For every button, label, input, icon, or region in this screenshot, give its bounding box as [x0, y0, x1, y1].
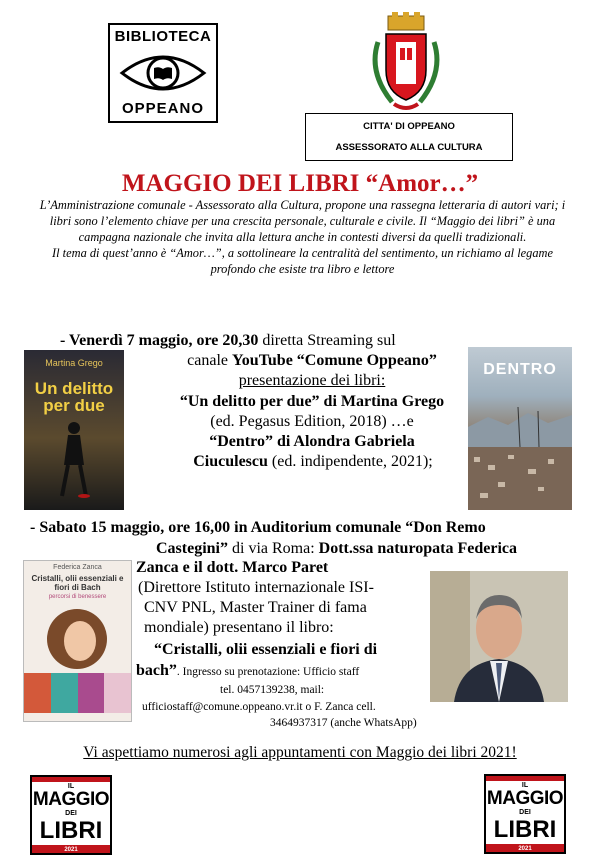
event2-booking: . Ingresso su prenotazione: Ufficio staff [176, 666, 360, 678]
intro-paragraph-2: Il tema di quest’anno è “Amor…”, a sottolineare la centralità del sentimento, un richiamo al legame profondo che esiste tra libro e lettore [52, 246, 553, 276]
event2-line6: mondiale) presentano il libro: [144, 619, 334, 636]
event2-line4: (Direttore Istituto internazionale ISI- [138, 579, 374, 596]
woman-portrait-icon [42, 605, 112, 669]
city-name: CITTA' DI OPPEANO [363, 121, 455, 132]
book-cover-cristalli [23, 560, 132, 722]
book-cover-dentro [468, 347, 572, 510]
biblioteca-logo-line2: OPPEANO [121, 100, 204, 117]
logo-left-libri: LIBRI [39, 817, 103, 844]
logo-left-year: 2021 [64, 847, 78, 853]
event1-channel: YouTube “Comune Oppeano” [232, 352, 437, 369]
event1-edition2: (ed. indipendente, 2021); [267, 453, 433, 470]
logo-right-libri: LIBRI [493, 816, 557, 843]
municipal-crest-icon [366, 12, 446, 114]
event2-line10: ufficiostaff@comune.oppeano.vr.it o F. Zanca cell. [142, 701, 376, 713]
biblioteca-logo [108, 23, 218, 123]
closing-invitation: Vi aspettiamo numerosi agli appuntamenti con Maggio dei libri 2021! [83, 744, 517, 761]
page-title: MAGGIO DEI LIBRI “Amor…” [121, 170, 479, 197]
logo-right-year: 2021 [518, 846, 532, 852]
intro-paragraph-1: L’Amministrazione comunale - Assessorato alla Cultura, propone una rassegna letteraria di autori vari; i libri sono l’elemento chiave per una crescita personale, culturale e civile. Il “Maggio dei libri” è una campagna nazionale che invita alla lettura anche in contesti diversi da quelli tradizionali. [39, 198, 566, 244]
biblioteca-logo-line1: BIBLIOTECA [114, 28, 212, 45]
speaker-photo [430, 571, 568, 702]
logo-left-dei: DEI [65, 810, 77, 817]
man-portrait-icon [430, 571, 568, 702]
logo-right-il: IL [521, 782, 529, 789]
logo-left-maggio: MAGGIO [32, 789, 110, 810]
event1-date: - Venerdì 7 maggio, ore 20,30 [60, 332, 259, 349]
event2-book-end: bach” [136, 662, 177, 679]
event2-line2 [156, 539, 517, 558]
event1-book2-edition [148, 452, 478, 471]
city-landscape-icon [468, 407, 572, 510]
book3-title: Cristalli, olii essenziali e fiori di Bach [31, 574, 124, 592]
book3-author: Federica Zanca [53, 564, 102, 571]
city-department-box [305, 113, 513, 161]
event2-line5: CNV PNL, Master Trainer di fama [144, 599, 367, 616]
event1-author2: Ciuculescu [193, 453, 268, 470]
event1-presentation: presentazione dei libri: [238, 372, 386, 389]
event1-line2 [162, 351, 462, 370]
event2-venue: Castegini” [156, 540, 228, 557]
book2-title: DENTRO [483, 361, 557, 378]
book-cover-un-delitto-per-due [24, 350, 124, 510]
event2-line1: - Sabato 15 maggio, ore 16,00 in Auditorium comunale “Don Remo [30, 519, 486, 536]
book1-title-line1: Un delitto [34, 379, 114, 398]
event1-book2: “Dentro” di Alondra Gabriela [209, 433, 415, 450]
event1-book1: “Un delitto per due” di Martina Grego [179, 393, 445, 410]
logo-right-maggio: MAGGIO [486, 788, 564, 809]
book3-subtitle: percorsi di benessere [48, 594, 107, 600]
event1-channel-pre: canale [187, 352, 233, 369]
book1-author: Martina Grego [45, 358, 103, 368]
walking-woman-icon [54, 420, 94, 500]
logo-left-il: IL [67, 783, 75, 790]
event2-line7: “Cristalli, olii essenziali e fiori di [154, 641, 378, 658]
event2-speaker1: Dott.ssa naturopata Federica [318, 540, 518, 557]
event2-line9: tel. 0457139238, mail: [220, 684, 325, 696]
maggio-dei-libri-logo-right [484, 774, 566, 854]
book1-title-line2: per due [43, 396, 105, 415]
event2-line11: 3464937317 (anche WhatsApp) [270, 717, 417, 729]
eye-book-icon [118, 47, 208, 99]
event2-street: di via Roma: [228, 540, 319, 557]
event1-streaming: diretta Streaming sul [258, 332, 396, 349]
event2-line8 [136, 661, 359, 682]
event1-book1-edition: (ed. Pegasus Edition, 2018) …e [210, 413, 414, 430]
event2-line3: Zanca e il dott. Marco Paret [136, 559, 329, 576]
logo-right-dei: DEI [519, 809, 531, 816]
event1-line1 [60, 331, 396, 350]
department-name: ASSESSORATO ALLA CULTURA [335, 142, 483, 153]
maggio-dei-libri-logo-left [30, 775, 112, 855]
intro-text [30, 197, 575, 277]
